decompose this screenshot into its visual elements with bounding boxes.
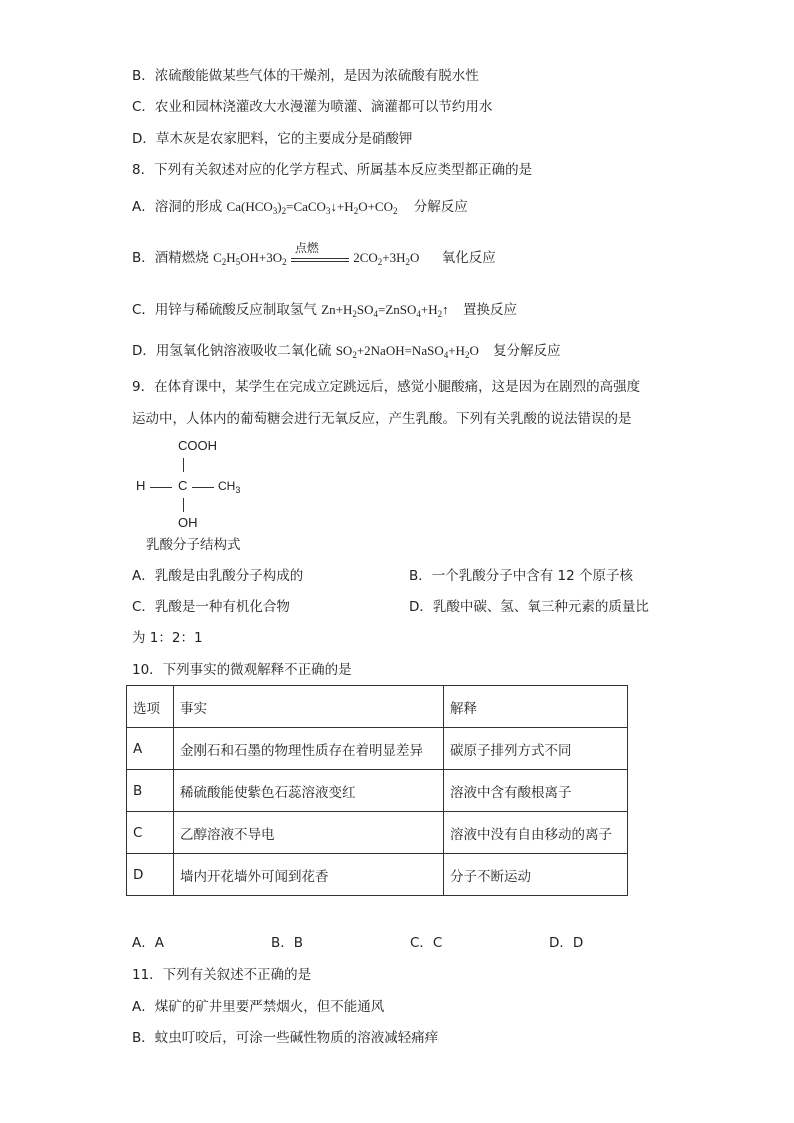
q8-d-type: 复分解反应 bbox=[493, 343, 561, 359]
row-option: B bbox=[127, 770, 174, 812]
struct-h: H bbox=[136, 478, 146, 493]
lactic-acid-structure bbox=[130, 438, 260, 538]
row-option: D bbox=[127, 854, 174, 896]
q8-a-type: 分解反应 bbox=[413, 199, 468, 215]
q10-stem: 10．下列事实的微观解释不正确的是 bbox=[132, 662, 352, 678]
q8-a-label: A．溶洞的形成 bbox=[132, 199, 223, 215]
q9-option-d: D．乳酸中碳、氢、氧三种元素的质量比 bbox=[409, 599, 649, 615]
q10-answer-b: B．B bbox=[271, 935, 304, 951]
q8-b-equation-left: $C_2H_5OH+3O_2$ bbox=[213, 250, 287, 267]
q11-option-b: B．蚊虫叮咬后，可涂一些碱性物质的溶液减轻痛痒 bbox=[132, 1030, 439, 1046]
q9-stem-line2: 运动中，人体内的葡萄糖会进行无氧反应，产生乳酸。下列有关乳酸的说法错误的是 bbox=[132, 411, 632, 427]
q8-b-equation-right: $2CO_2+3H_2O$ bbox=[353, 250, 420, 267]
q9-option-a: A．乳酸是由乳酸分子构成的 bbox=[132, 568, 304, 584]
table-row bbox=[127, 854, 628, 896]
q9-option-c: C．乳酸是一种有机化合物 bbox=[132, 599, 290, 615]
q8-option-d bbox=[132, 341, 561, 361]
header-option: 选项 bbox=[127, 686, 174, 728]
q9-stem-line1: 9．在体育课中，某学生在完成立定跳远后，感觉小腿酸痛，这是因为在剧烈的高强度 bbox=[132, 379, 641, 395]
struct-ch3: $CH_3$ bbox=[218, 479, 241, 495]
row-explanation: 分子不断运动 bbox=[444, 854, 628, 896]
row-explanation: 溶液中没有自由移动的离子 bbox=[444, 812, 628, 854]
q8-d-equation: $SO_2+2NaOH=NaSO_4+H_2O$ bbox=[335, 343, 479, 360]
table-row bbox=[127, 812, 628, 854]
q8-b-label: B．酒精燃烧 bbox=[132, 250, 209, 266]
q9-option-d-continued: 为 1：2：1 bbox=[132, 630, 203, 646]
q7-option-c: C．农业和园林浇灌改大水漫灌为喷灌、滴灌都可以节约用水 bbox=[132, 99, 493, 115]
struct-c: C bbox=[178, 478, 188, 493]
struct-cooh: COOH bbox=[178, 438, 217, 453]
row-fact: 墙内开花墙外可闻到花香 bbox=[174, 854, 444, 896]
row-explanation: 溶液中含有酸根离子 bbox=[444, 770, 628, 812]
q10-table bbox=[126, 685, 628, 896]
q8-option-b bbox=[132, 241, 496, 268]
row-option: C bbox=[127, 812, 174, 854]
q7-option-d: D．草木灰是农家肥料，它的主要成分是硝酸钾 bbox=[132, 131, 413, 147]
q8-b-condition-sign bbox=[291, 241, 349, 268]
q8-a-equation: $Ca(HCO_3)_2=CaCO_3↓+H_2O+CO_2$ bbox=[226, 199, 398, 216]
q10-answer-d: D．D bbox=[549, 935, 584, 951]
q11-option-a: A．煤矿的矿井里要严禁烟火，但不能通风 bbox=[132, 999, 385, 1015]
table-row bbox=[127, 770, 628, 812]
q8-b-condition: 点燃 bbox=[294, 241, 319, 255]
q8-option-c bbox=[132, 300, 517, 320]
row-explanation: 碳原子排列方式不同 bbox=[444, 728, 628, 770]
row-option: A bbox=[127, 728, 174, 770]
q10-answer-a: A．A bbox=[132, 935, 164, 951]
q11-stem: 11．下列有关叙述不正确的是 bbox=[132, 967, 312, 983]
q8-d-label: D．用氢氧化钠溶液吸收二氧化硫 bbox=[132, 343, 332, 359]
struct-oh: OH bbox=[178, 515, 198, 530]
q8-c-type: 置换反应 bbox=[462, 302, 517, 318]
header-fact: 事实 bbox=[174, 686, 444, 728]
row-fact: 金刚石和石墨的物理性质存在着明显差异 bbox=[174, 728, 444, 770]
header-explanation: 解释 bbox=[444, 686, 628, 728]
q8-stem: 8．下列有关叙述对应的化学方程式、所属基本反应类型都正确的是 bbox=[132, 162, 533, 178]
q10-answer-c: C．C bbox=[410, 935, 443, 951]
q8-b-type: 氧化反应 bbox=[441, 250, 496, 266]
row-fact: 稀硫酸能使紫色石蕊溶液变红 bbox=[174, 770, 444, 812]
q8-c-equation: $Zn+H_2SO_4=ZnSO_4+H_2↑$ bbox=[321, 302, 449, 319]
table-header-row bbox=[127, 686, 628, 728]
row-fact: 乙醇溶液不导电 bbox=[174, 812, 444, 854]
structure-caption: 乳酸分子结构式 bbox=[146, 537, 241, 553]
q8-c-label: C．用锌与稀硫酸反应制取氢气 bbox=[132, 302, 317, 318]
q9-option-b: B．一个乳酸分子中含有 12 个原子核 bbox=[409, 568, 634, 584]
q8-option-a bbox=[132, 197, 468, 217]
q7-option-b: B．浓硫酸能做某些气体的干燥剂，是因为浓硫酸有脱水性 bbox=[132, 68, 479, 84]
table-row bbox=[127, 728, 628, 770]
